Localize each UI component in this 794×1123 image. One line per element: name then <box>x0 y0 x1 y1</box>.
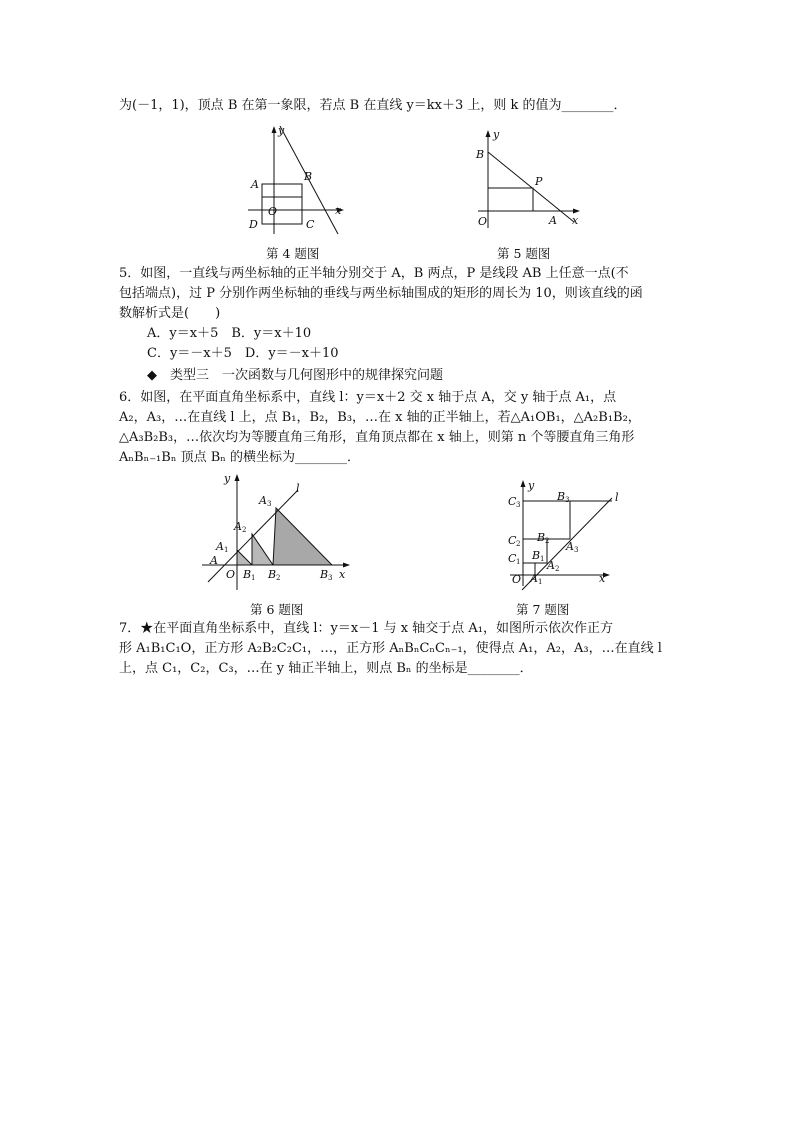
caption-fig6: 第 6 题图 <box>250 602 304 617</box>
svg-text:1: 1 <box>540 555 545 563</box>
svg-text:O: O <box>268 205 278 218</box>
svg-text:x: x <box>572 214 579 227</box>
q5-text-3: 数解析式是( ) <box>119 306 221 321</box>
svg-text:C: C <box>508 534 517 547</box>
svg-text:A: A <box>259 494 267 507</box>
svg-text:3: 3 <box>565 496 570 504</box>
svg-text:2: 2 <box>276 574 281 582</box>
q4-tail-text: 为(－1，1)，顶点 B 在第一象限，若点 B 在直线 y＝kx＋3 上，则 k 的值为________． <box>119 98 627 113</box>
caption-fig5: 第 5 题图 <box>497 246 551 261</box>
svg-text:x: x <box>599 572 606 585</box>
q5-options-1: A．y＝x＋5 B．y＝x＋10 <box>147 326 312 341</box>
figure-6 <box>200 470 360 598</box>
svg-text:2: 2 <box>516 540 521 548</box>
svg-text:1: 1 <box>516 558 521 566</box>
svg-text:y: y <box>528 479 535 492</box>
svg-text:C: C <box>306 218 315 231</box>
svg-text:A: A <box>530 572 538 585</box>
svg-text:B: B <box>268 568 277 581</box>
svg-text:A: A <box>210 554 218 567</box>
svg-text:1: 1 <box>224 546 229 554</box>
svg-text:B: B <box>476 148 485 161</box>
q7-text-3: 上，点 C₁，C₂，C₃，…在 y 轴正半轴上，则点 Bₙ 的坐标是________． <box>119 661 533 676</box>
svg-text:A: A <box>251 178 259 191</box>
figure-4 <box>240 122 350 240</box>
q7-text-1: 7．★在平面直角坐标系中，直线 l：y＝x－1 与 x 轴交于点 A₁，如图所示依次作正方 <box>119 621 613 636</box>
svg-text:y: y <box>224 472 231 485</box>
q6-text-1: 6．如图，在平面直角坐标系中，直线 l：y＝x＋2 交 x 轴于点 A，交 y 轴于点 A₁，点 <box>119 390 617 405</box>
svg-text:A: A <box>549 214 557 227</box>
svg-text:B: B <box>532 549 541 562</box>
svg-text:A: A <box>234 520 242 533</box>
svg-text:D: D <box>249 218 258 231</box>
svg-text:C: C <box>508 495 517 508</box>
svg-text:O: O <box>478 215 488 228</box>
svg-text:A: A <box>216 540 224 553</box>
svg-text:A: A <box>566 540 574 553</box>
svg-text:1: 1 <box>251 574 256 582</box>
svg-text:y: y <box>493 128 500 141</box>
svg-text:O: O <box>512 573 522 586</box>
q5-options-2: C．y＝－x＋5 D．y＝－x＋10 <box>147 346 339 361</box>
svg-text:B: B <box>557 490 566 503</box>
svg-text:B: B <box>304 170 313 183</box>
caption-fig4: 第 4 题图 <box>266 246 320 261</box>
svg-text:x: x <box>335 204 342 217</box>
q7-text-2: 形 A₁B₁C₁O，正方形 A₂B₂C₂C₁，…，正方形 AₙBₙCₙCₙ₋₁，使得点 A₁，A₂，A₃，…在直线 l <box>119 641 662 656</box>
svg-text:y: y <box>278 124 285 137</box>
svg-text:2: 2 <box>555 565 560 573</box>
svg-text:3: 3 <box>328 574 333 582</box>
svg-text:x: x <box>339 568 346 581</box>
svg-text:3: 3 <box>516 501 521 509</box>
figure-7 <box>500 478 630 593</box>
svg-text:B: B <box>243 568 252 581</box>
svg-text:l: l <box>296 482 300 495</box>
svg-text:B: B <box>320 568 329 581</box>
svg-text:A: A <box>547 559 555 572</box>
q5-text-1: 5．如图，一直线与两坐标轴的正半轴分别交于 A，B 两点，P 是线段 AB 上任意一点(不 <box>119 266 629 281</box>
q5-text-2: 包括端点)，过 P 分别作两坐标轴的垂线与两坐标轴围成的矩形的周长为 10，则该直线的函 <box>119 286 643 301</box>
q6-text-2: A₂，A₃，…在直线 l 上，点 B₁，B₂，B₃，…在 x 轴的正半轴上，若△A₁OB₁，△A₂B₁B₂， <box>119 410 641 425</box>
caption-fig7: 第 7 题图 <box>516 602 570 617</box>
q6-text-4: AₙBₙ₋₁Bₙ 顶点 Bₙ 的横坐标为________． <box>119 450 361 465</box>
svg-text:P: P <box>535 175 543 188</box>
q6-text-3: △A₃B₂B₃，…依次均为等腰直角三角形，直角顶点都在 x 轴上，则第 n 个等腰直角三角形 <box>119 430 635 445</box>
svg-text:3: 3 <box>574 546 579 554</box>
svg-text:2: 2 <box>242 526 247 534</box>
svg-text:C: C <box>508 552 517 565</box>
section-heading-type3: ◆ 类型三 一次函数与几何图形中的规律探究问题 <box>147 368 443 383</box>
svg-text:1: 1 <box>538 578 543 586</box>
svg-text:3: 3 <box>267 500 272 508</box>
figure-5 <box>470 128 585 233</box>
svg-text:O: O <box>226 568 236 581</box>
svg-text:2: 2 <box>545 537 550 545</box>
svg-text:l: l <box>615 491 619 504</box>
svg-text:B: B <box>537 531 546 544</box>
